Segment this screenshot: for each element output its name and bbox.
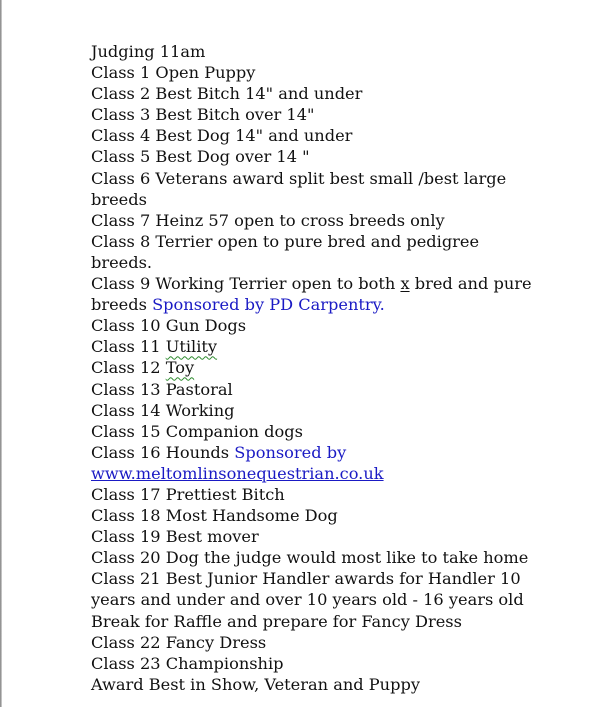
class-6-line: Class 6 Veterans award split best small /best large	[91, 168, 507, 188]
class-3-line: Class 3 Best Bitch over 14"	[91, 105, 315, 125]
class-9-line	[91, 273, 586, 294]
class-12-prefix: Class 12	[91, 358, 166, 378]
class-5-line: Class 5 Best Dog over 14 "	[91, 147, 310, 167]
class-13-line: Class 13 Pastoral	[91, 379, 233, 399]
class-2-line: Class 2 Best Bitch 14" and under	[91, 84, 363, 104]
class-18-line: Class 18 Most Handsome Dog	[91, 506, 338, 526]
award-line: Award Best in Show, Veteran and Puppy	[91, 674, 420, 694]
schedule-heading: Judging 11am	[91, 42, 206, 61]
page-left-edge	[0, 0, 2, 707]
class-9-text: Class 9 Working Terrier open to both	[91, 274, 401, 294]
class-9-x-word: x	[400, 274, 410, 294]
class-21-line-continued: years and under and over 10 years old - 16 years old	[91, 590, 524, 610]
class-16-line-continued	[91, 463, 586, 484]
class-11-utility-word: Utility	[165, 337, 218, 357]
class-21-line: Class 21 Best Junior Handler awards for Handler 10	[91, 569, 521, 589]
class-14-line: Class 14 Working	[91, 400, 235, 420]
class-8-line: Class 8 Terrier open to pure bred and pedigree	[91, 231, 480, 251]
class-12-line	[91, 357, 586, 378]
class-7-line: Class 7 Heinz 57 open to cross breeds only	[91, 210, 445, 230]
class-6-line-continued: breeds	[91, 189, 147, 209]
class-1-line: Class 1 Open Puppy	[91, 63, 256, 83]
class-16-line	[91, 442, 586, 463]
class-8-line-continued: breeds.	[91, 252, 153, 272]
class-9-sponsor: Sponsored by PD Carpentry.	[152, 295, 385, 315]
class-9-breeds: breeds	[91, 295, 153, 315]
class-19-line: Class 19 Best mover	[91, 527, 259, 547]
document-body	[91, 41, 586, 695]
class-11-prefix: Class 11	[91, 337, 166, 357]
class-23-line: Class 23 Championship	[91, 653, 284, 673]
class-17-line: Class 17 Prettiest Bitch	[91, 484, 285, 504]
class-20-line: Class 20 Dog the judge would most like to take home	[91, 548, 529, 568]
sponsor-website-link[interactable]: www.meltomlinsonequestrian.co.uk	[91, 463, 384, 483]
class-4-line: Class 4 Best Dog 14" and under	[91, 126, 353, 146]
class-10-line: Class 10 Gun Dogs	[91, 316, 247, 336]
class-16-sponsor: Sponsored by	[234, 442, 347, 462]
class-12-toy-word: Toy	[165, 358, 195, 378]
break-line: Break for Raffle and prepare for Fancy Dress	[91, 611, 462, 631]
class-22-line: Class 22 Fancy Dress	[91, 632, 267, 652]
class-11-line	[91, 336, 586, 357]
class-15-line: Class 15 Companion dogs	[91, 421, 303, 441]
class-16-text: Class 16 Hounds	[91, 442, 235, 462]
class-9-line-continued	[91, 294, 586, 315]
class-9-text-end: bred and pure	[409, 274, 532, 294]
